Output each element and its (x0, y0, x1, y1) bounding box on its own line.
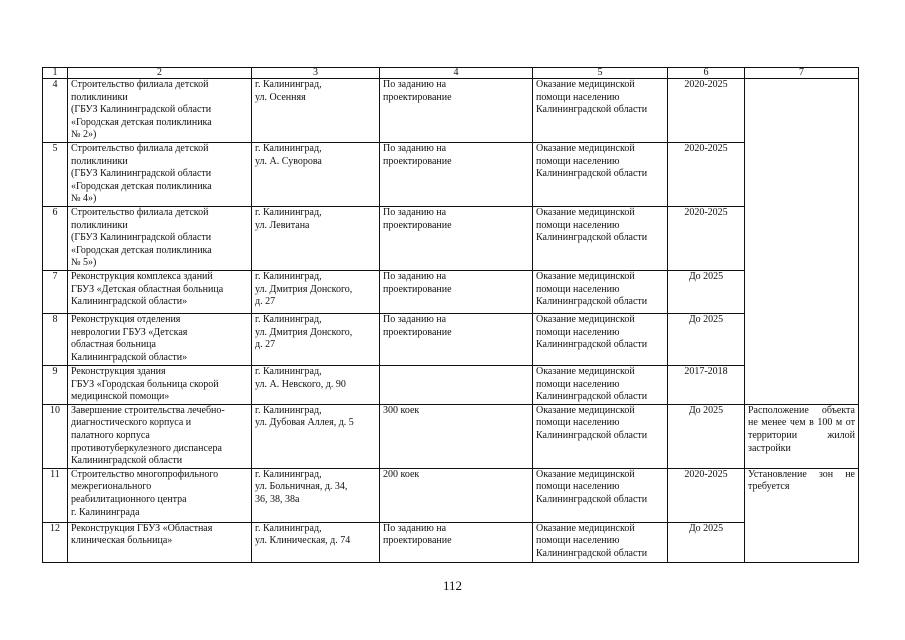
table-row (43, 270, 859, 313)
column-header: 4 (380, 68, 533, 79)
object-period: До 2025 (668, 270, 745, 313)
object-location: г. Калининград, ул. Дмитрия Донского, д. 27 (252, 313, 380, 365)
object-capacity: 300 коек (380, 404, 533, 468)
object-name: Строительство филиала детской поликлиники (ГБУЗ Калининградской области «Городская детская поликлиника № 5») (68, 207, 252, 271)
object-capacity (380, 365, 533, 404)
row-number: 11 (43, 468, 68, 522)
object-capacity: По заданию на проектирование (380, 522, 533, 562)
object-purpose: Оказание медицинской помощи населению Калининградской области (533, 313, 668, 365)
table-row (43, 79, 859, 143)
row-number: 6 (43, 207, 68, 271)
table-row (43, 468, 859, 522)
object-name: Реконструкция здания ГБУЗ «Городская больница скорой медицинской помощи» (68, 365, 252, 404)
object-purpose: Оказание медицинской помощи населению Калининградской области (533, 468, 668, 522)
table-row (43, 143, 859, 207)
object-capacity: По заданию на проектирование (380, 270, 533, 313)
object-name: Реконструкция комплекса зданий ГБУЗ «Детская областная больница Калининградской области» (68, 270, 252, 313)
object-name: Реконструкция отделения неврологии ГБУЗ «Детская областная больница Калининградской области» (68, 313, 252, 365)
object-period: 2020-2025 (668, 79, 745, 143)
object-period: 2020-2025 (668, 468, 745, 522)
object-purpose: Оказание медицинской помощи населению Калининградской области (533, 79, 668, 143)
object-period: До 2025 (668, 404, 745, 468)
object-period: До 2025 (668, 522, 745, 562)
object-location: г. Калининград, ул. Осенняя (252, 79, 380, 143)
column-header: 3 (252, 68, 380, 79)
table-row (43, 404, 859, 468)
object-location: г. Калининград, ул. Дубовая Аллея, д. 5 (252, 404, 380, 468)
object-name: Строительство филиала детской поликлиники (ГБУЗ Калининградской области «Городская детская поликлиника № 2») (68, 79, 252, 143)
table-row (43, 207, 859, 271)
object-period: 2020-2025 (668, 207, 745, 271)
object-name: Строительство многопрофильного межрегионального реабилитационного центра г. Калининграда (68, 468, 252, 522)
table-row (43, 365, 859, 404)
row-number: 7 (43, 270, 68, 313)
object-name: Реконструкция ГБУЗ «Областная клиническая больница» (68, 522, 252, 562)
page-number: 112 (442, 578, 463, 593)
column-header: 6 (668, 68, 745, 79)
row-number: 12 (43, 522, 68, 562)
object-purpose: Оказание медицинской помощи населению Калининградской области (533, 365, 668, 404)
column-header: 2 (68, 68, 252, 79)
column-header: 1 (43, 68, 68, 79)
column-header: 7 (745, 68, 859, 79)
row-number: 4 (43, 79, 68, 143)
header-row (43, 68, 859, 79)
object-location: г. Калининград, ул. Левитана (252, 207, 380, 271)
row-number: 5 (43, 143, 68, 207)
object-purpose: Оказание медицинской помощи населению Калининградской области (533, 270, 668, 313)
object-name: Завершение строительства лечебно- диагностического корпуса и палатного корпуса противотуберкулезного диспансера Калининградской области (68, 404, 252, 468)
table-row (43, 522, 859, 562)
planning-table (42, 67, 859, 563)
object-location: г. Калининград, ул. Больничная, д. 34, 36, 38, 38а (252, 468, 380, 522)
object-purpose: Оказание медицинской помощи населению Калининградской области (533, 522, 668, 562)
object-purpose: Оказание медицинской помощи населению Калининградской области (533, 207, 668, 271)
object-period: 2017-2018 (668, 365, 745, 404)
object-purpose: Оказание медицинской помощи населению Калининградской области (533, 143, 668, 207)
object-purpose: Оказание медицинской помощи населению Калининградской области (533, 404, 668, 468)
row-number: 10 (43, 404, 68, 468)
object-location: г. Калининград, ул. А. Суворова (252, 143, 380, 207)
object-capacity: По заданию на проектирование (380, 143, 533, 207)
zone-note-empty (745, 79, 859, 405)
object-capacity: По заданию на проектирование (380, 313, 533, 365)
object-capacity: По заданию на проектирование (380, 207, 533, 271)
table-row (43, 313, 859, 365)
zone-note: Установление зон не требуется (745, 468, 859, 562)
object-location: г. Калининград, ул. Дмитрия Донского, д. 27 (252, 270, 380, 313)
object-name: Строительство филиала детской поликлиники (ГБУЗ Калининградской области «Городская детская поликлиника № 4») (68, 143, 252, 207)
object-capacity: По заданию на проектирование (380, 79, 533, 143)
row-number: 8 (43, 313, 68, 365)
object-period: До 2025 (668, 313, 745, 365)
object-location: г. Калининград, ул. Клиническая, д. 74 (252, 522, 380, 562)
object-period: 2020-2025 (668, 143, 745, 207)
row-number: 9 (43, 365, 68, 404)
object-location: г. Калининград, ул. А. Невского, д. 90 (252, 365, 380, 404)
object-capacity: 200 коек (380, 468, 533, 522)
zone-note: Расположение объекта не менее чем в 100 м от территории жилой застройки (745, 404, 859, 468)
column-header: 5 (533, 68, 668, 79)
